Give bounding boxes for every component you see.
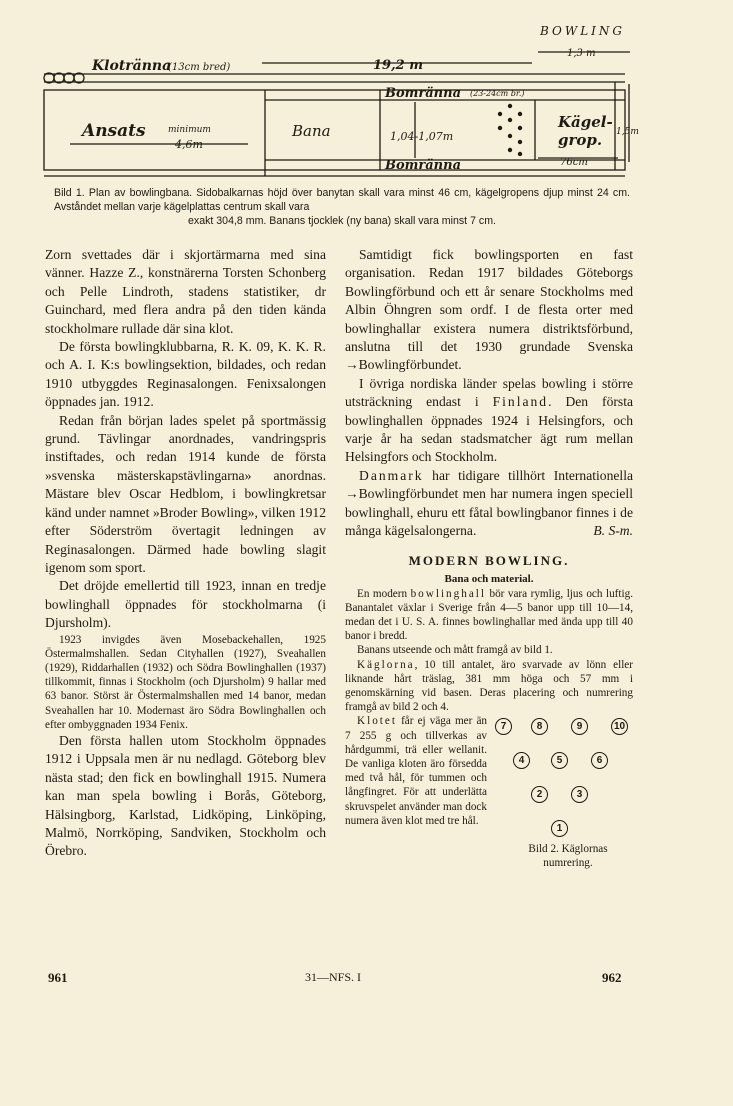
bomranna-bottom-label: Bomränna [385,158,462,173]
paragraph: De första bowlingklubbarna, R. K. 09, K. K. R. och A. I. K:s bowlingsektion, bildades, och redan 1910 utbyggdes Reginasalongen. Fenixsalongen öppnades jan. 1912. [45,339,326,410]
pin-number: 8 [531,718,548,735]
paragraph: Samtidigt fick bowlingsporten en fast organisation. Redan 1917 bildades Göteborgs Bowlingförbund och ett år senare Stockholms med Albin Öhngren som ordf. I de flesta orter med bowlinghallar existera numera distriktsförbund, anslutna till det 1930 grundade Svenska →Bowlingförbundet. [345,247,633,373]
lane-plan-diagram [40,44,700,184]
pit-dim-label: 76cm [560,157,588,168]
text-run: , 10 till antalet, äro svarvade av lönn eller liknande hårt träslag, 381 mm höga och 57 mm i genomskärning vid basen. Deras placering och numrering framgå av bild 2 och 4. [345,658,633,714]
term: bowlinghall [410,587,487,600]
pin-number: 4 [513,752,530,769]
kagelgrop-label-2: grop. [558,131,603,149]
pin-number: 9 [571,718,588,735]
small-paragraph [345,587,633,644]
klotranna-note: (13cm bred) [168,62,231,73]
bana-label: Bana [292,122,331,140]
bomranna-note: (23-24cm br.) [470,89,525,98]
pin-caption: Bild 2. Käglornas numrering. [528,843,608,870]
pin-number: 10 [611,718,628,735]
paragraph: Zorn svettades där i skjortärmarna med sina vänner. Hazze Z., konstnärerna Torsten Schonberg och Pelle Lindroth, stadens statistiker, dr Guinchard, med flera andra på den tiden kända stockholmare rullade där sina klot. [45,247,326,336]
pin-number: 3 [571,786,588,803]
text-run: har tidigare tillhört Internationella →Bowlingförbundet men har numera ingen speciell bowlinghall, ehuru ett fåtal bowlingbanor finnes i de många kägelsalongerna. [345,467,633,539]
paragraph: Det dröjde emellertid till 1923, innan en tredje bowlinghall öppnades för stockholmarna (i Djursholm). [45,578,326,631]
lane-width-label: 1,04-1,07m [390,130,454,143]
pit-width-label: 1,3 m [567,48,596,59]
text-run: I övriga nordiska länder spelas bowling i större utsträckning endast i [345,375,633,410]
subsection-title: Bana och material. [444,572,534,585]
caption-line: exakt 304,8 mm. Banans tjocklek (ny bana) skall vara minst 7 cm. [188,215,496,227]
right-column [345,246,633,894]
klotranna-label: Klotränna [92,58,172,74]
country-name: Danmark [359,467,424,483]
running-title: BOWLING [540,24,626,38]
small-paragraph [345,714,487,828]
bomranna-top-label: Bomränna [385,86,462,101]
term: Klotet [357,715,397,728]
page-number-left: 961 [48,970,68,985]
paragraph [345,375,633,467]
pin-number: 6 [591,752,608,769]
pin-number: 1 [551,820,568,837]
page-number-right: 962 [602,970,622,985]
caption-line: Bild 1. Plan av bowlingbana. Sidobalkarnas höjd över banytan skall vara minst 46 cm, [54,187,472,199]
pin-number: 7 [495,718,512,735]
paragraph: Redan från början lades spelet på sportmässig grund. Tävlingar anordnades, vandringspris instiftades, och redan 1914 kunde de första »svenska mästerskapstävlingarna» anordnas. Mästare blev Oscar Hedblom, i bowlingkretsar känd under namnet »Broder Bowling», vilken 1912 efter Söderström övertagit ledningen av Reginasalongen. Därmed hade bowling slagit igenom som sport. [45,412,326,575]
ansats-label: Ansats [82,121,146,141]
volume-mark: 31—NFS. I [305,970,362,984]
pin-number: 2 [531,786,548,803]
small-paragraph [345,658,633,715]
minimum-label: minimum [168,125,211,135]
pit-depth-label: 1,5m [616,127,639,137]
section-title: MODERN BOWLING. [408,552,570,568]
paragraph [345,467,633,541]
paragraph: Den första hallen utom Stockholm öppnades 1912 i Uppsala men är nu nedlagd. Göteborg blev nästa stad; den fick en bowlinghall 1915. Numera kan man spela bowling i Borås, Göteborg, Hälsingborg, Karlstad, Lidköping, Linköping, Malmö, Norrköping, Sandviken, Stockholm och Örebro. [45,732,326,859]
lane-plan-figure [40,44,700,184]
left-column [45,246,326,861]
pin-number: 5 [551,752,568,769]
small-paragraph: 1923 invigdes även Mosebackehallen, 1925 Östermalmshallen. Sedan Cityhallen (1927), Sveahallen (1929), Riddarhallen (1932) och Södra Bowlinghallen (1937) tillkommit, finnas i Stockholm (och Djursholm) 9 hallar med 63 banor. Störst är Östermalmshallen med 14 banor, medan Sveahallen har 10. Modernast äro Södra Bowlinghallen och efter ombyggnaden 1934 Fenix. [45,633,326,731]
term: Käglorna [357,658,415,671]
author-signature: B. S-m. [593,523,633,539]
pin-diagram [493,714,633,894]
country-name: Finland [492,394,549,410]
small-paragraph: Banans utseende och mått framgå av bild 1. [357,644,553,657]
text-run: får ej väga mer än 7 255 g och tillverkas av hårdgummi, trä eller wellanit. De vanliga kloten äro försedda med två hål, för tummen och långfingret. För att underlätta skruvspelet använder man dock numera även klot med tre hål. [345,715,487,827]
figure-caption [54,186,630,228]
caption-line: kägelgropens djup minst 24 cm. Avståndet mellan varje kägelplattas centrum skall vara [54,187,630,213]
pin-section [345,714,633,894]
ansats-length-label: 4,6m [175,138,203,151]
text-run: bör vara rymlig, ljus och luftig. Banantalet växlar i Sverige från 4—5 banor upp till 10—14, medan det i U. S. A. finnes bowlinghallar med ända upp till 40 banor i bredd. [345,587,633,643]
lane-length-label: 19,2 m [373,58,423,73]
text-run: En modern [357,587,411,600]
kagelgrop-label-1: Kägel- [558,113,613,131]
text-run: . Den första bowlinghallen öppnades 1924 i Helsingfors, och varje år ha sedan stadsmatcher ägt rum mellan Helsingfors och Stockholm. [345,394,634,465]
